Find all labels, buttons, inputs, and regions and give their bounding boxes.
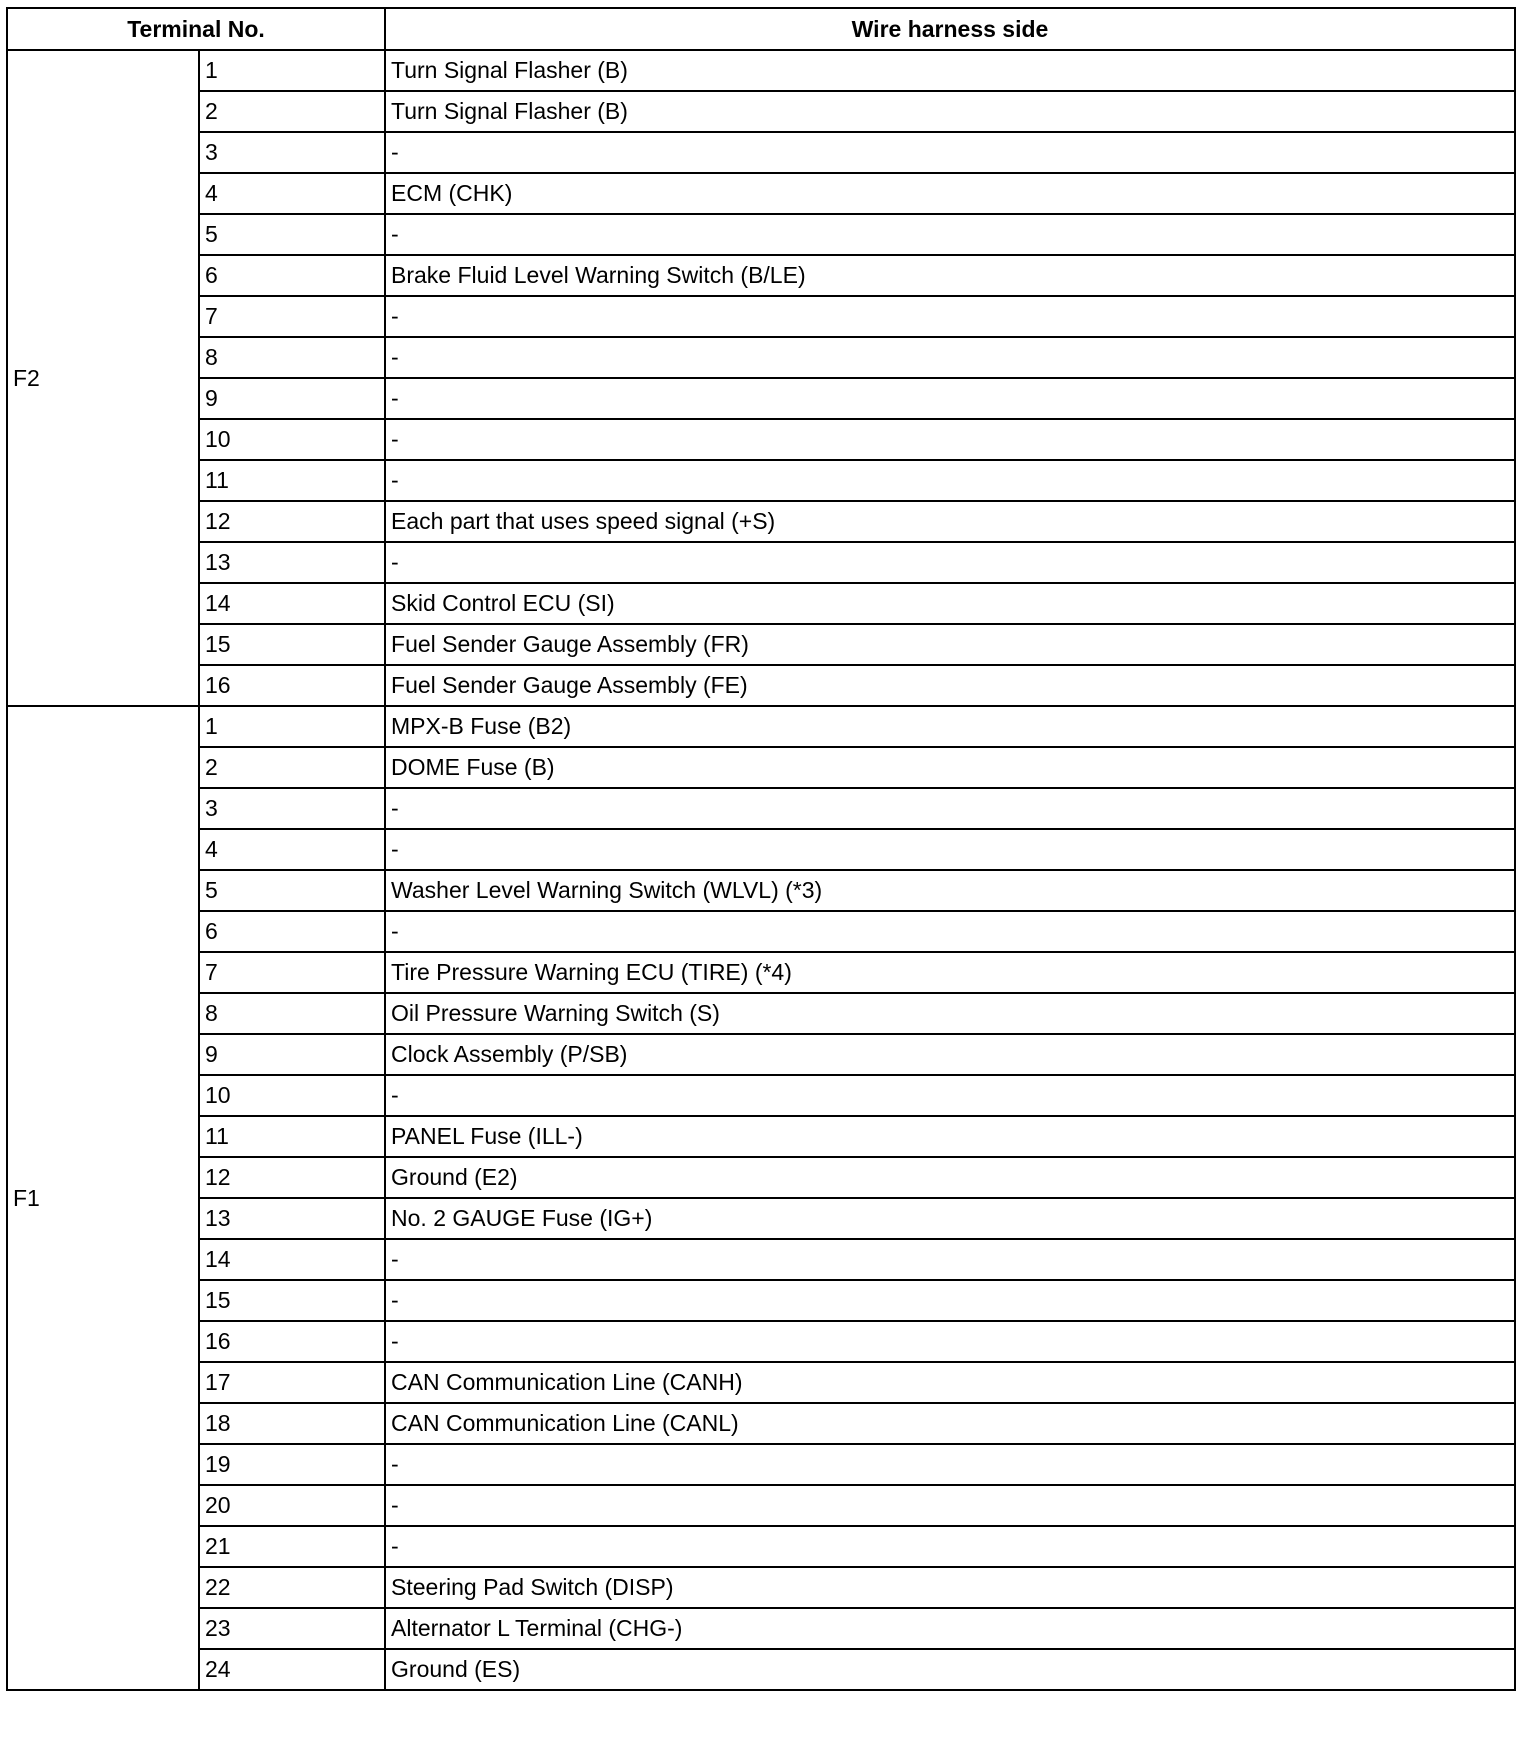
wire-harness-cell: MPX-B Fuse (B2)	[385, 706, 1515, 747]
wire-harness-cell: -	[385, 1280, 1515, 1321]
table-row	[7, 1444, 1515, 1485]
connector-cell: F2	[7, 50, 199, 706]
terminal-pin-cell: 9	[199, 1034, 385, 1075]
table-row	[7, 1649, 1515, 1690]
terminal-pin-cell: 18	[199, 1403, 385, 1444]
wire-harness-cell: -	[385, 1239, 1515, 1280]
terminal-pin-cell: 14	[199, 583, 385, 624]
wire-harness-cell: DOME Fuse (B)	[385, 747, 1515, 788]
table-row	[7, 1075, 1515, 1116]
table-row	[7, 378, 1515, 419]
terminal-pin-cell: 15	[199, 624, 385, 665]
terminal-table	[6, 7, 1516, 1691]
table-row	[7, 50, 1515, 91]
terminal-pin-cell: 8	[199, 993, 385, 1034]
wire-harness-cell: Clock Assembly (P/SB)	[385, 1034, 1515, 1075]
wire-harness-cell: Turn Signal Flasher (B)	[385, 50, 1515, 91]
header-terminal-no: Terminal No.	[7, 8, 385, 50]
wire-harness-cell: -	[385, 911, 1515, 952]
table-row	[7, 337, 1515, 378]
terminal-pin-cell: 3	[199, 788, 385, 829]
terminal-pin-cell: 13	[199, 542, 385, 583]
wire-harness-cell: Tire Pressure Warning ECU (TIRE) (*4)	[385, 952, 1515, 993]
terminal-pin-cell: 14	[199, 1239, 385, 1280]
wire-harness-cell: Alternator L Terminal (CHG-)	[385, 1608, 1515, 1649]
table-row	[7, 542, 1515, 583]
terminal-pin-cell: 13	[199, 1198, 385, 1239]
wire-harness-cell: Skid Control ECU (SI)	[385, 583, 1515, 624]
wire-harness-cell: -	[385, 829, 1515, 870]
wire-harness-cell: -	[385, 378, 1515, 419]
table-row	[7, 1403, 1515, 1444]
table-row	[7, 747, 1515, 788]
table-row	[7, 1157, 1515, 1198]
terminal-pin-cell: 10	[199, 1075, 385, 1116]
wire-harness-cell: -	[385, 542, 1515, 583]
wire-harness-cell: Fuel Sender Gauge Assembly (FE)	[385, 665, 1515, 706]
terminal-pin-cell: 3	[199, 132, 385, 173]
wire-harness-cell: -	[385, 1485, 1515, 1526]
terminal-pin-cell: 16	[199, 665, 385, 706]
table-row	[7, 1567, 1515, 1608]
terminal-pin-cell: 21	[199, 1526, 385, 1567]
wire-harness-cell: CAN Communication Line (CANL)	[385, 1403, 1515, 1444]
terminal-pin-cell: 1	[199, 50, 385, 91]
table-row	[7, 1198, 1515, 1239]
table-row	[7, 214, 1515, 255]
terminal-pin-cell: 7	[199, 952, 385, 993]
terminal-pin-cell: 17	[199, 1362, 385, 1403]
table-row	[7, 829, 1515, 870]
header-row	[7, 8, 1515, 50]
table-row	[7, 788, 1515, 829]
wire-harness-cell: -	[385, 132, 1515, 173]
table-row	[7, 132, 1515, 173]
table-row	[7, 91, 1515, 132]
terminal-pin-cell: 8	[199, 337, 385, 378]
terminal-pin-cell: 7	[199, 296, 385, 337]
table-row	[7, 296, 1515, 337]
terminal-pin-cell: 20	[199, 1485, 385, 1526]
header-wire-harness-side: Wire harness side	[385, 8, 1515, 50]
terminal-pin-cell: 6	[199, 255, 385, 296]
wire-harness-cell: Oil Pressure Warning Switch (S)	[385, 993, 1515, 1034]
terminal-pin-cell: 5	[199, 214, 385, 255]
wire-harness-cell: ECM (CHK)	[385, 173, 1515, 214]
table-row	[7, 993, 1515, 1034]
table-row	[7, 911, 1515, 952]
wire-harness-cell: Ground (E2)	[385, 1157, 1515, 1198]
terminal-pin-cell: 1	[199, 706, 385, 747]
wire-harness-cell: Brake Fluid Level Warning Switch (B/LE)	[385, 255, 1515, 296]
table-row	[7, 1485, 1515, 1526]
wire-harness-cell: -	[385, 788, 1515, 829]
terminal-pin-cell: 10	[199, 419, 385, 460]
wire-harness-cell: -	[385, 1526, 1515, 1567]
table-row	[7, 255, 1515, 296]
wire-harness-cell: -	[385, 337, 1515, 378]
wire-harness-cell: Each part that uses speed signal (+S)	[385, 501, 1515, 542]
terminal-pin-cell: 2	[199, 747, 385, 788]
terminal-pin-cell: 5	[199, 870, 385, 911]
terminal-pin-cell: 12	[199, 1157, 385, 1198]
table-row	[7, 624, 1515, 665]
terminal-pin-cell: 15	[199, 1280, 385, 1321]
terminal-pin-cell: 6	[199, 911, 385, 952]
wire-harness-cell: CAN Communication Line (CANH)	[385, 1362, 1515, 1403]
terminal-pin-cell: 2	[199, 91, 385, 132]
table-row	[7, 460, 1515, 501]
table-row	[7, 952, 1515, 993]
table-row	[7, 583, 1515, 624]
wire-harness-cell: -	[385, 214, 1515, 255]
terminal-pin-cell: 23	[199, 1608, 385, 1649]
terminal-pin-cell: 16	[199, 1321, 385, 1362]
terminal-pin-cell: 4	[199, 829, 385, 870]
wire-harness-cell: PANEL Fuse (ILL-)	[385, 1116, 1515, 1157]
table-row	[7, 1034, 1515, 1075]
table-row	[7, 1239, 1515, 1280]
wire-harness-cell: -	[385, 419, 1515, 460]
table-row	[7, 1362, 1515, 1403]
table-row	[7, 706, 1515, 747]
terminal-pin-cell: 24	[199, 1649, 385, 1690]
table-row	[7, 1116, 1515, 1157]
table-body	[7, 50, 1515, 1690]
table-row	[7, 665, 1515, 706]
table-row	[7, 1321, 1515, 1362]
wire-harness-cell: -	[385, 460, 1515, 501]
terminal-pin-cell: 4	[199, 173, 385, 214]
connector-cell: F1	[7, 706, 199, 1690]
terminal-pin-cell: 9	[199, 378, 385, 419]
wire-harness-cell: Turn Signal Flasher (B)	[385, 91, 1515, 132]
table-row	[7, 419, 1515, 460]
terminal-pin-cell: 11	[199, 1116, 385, 1157]
wire-harness-cell: -	[385, 1321, 1515, 1362]
wire-harness-cell: -	[385, 296, 1515, 337]
wire-harness-cell: Steering Pad Switch (DISP)	[385, 1567, 1515, 1608]
table-row	[7, 1526, 1515, 1567]
table-row	[7, 173, 1515, 214]
terminal-pin-cell: 22	[199, 1567, 385, 1608]
table-row	[7, 1280, 1515, 1321]
table-row	[7, 501, 1515, 542]
wire-harness-cell: No. 2 GAUGE Fuse (IG+)	[385, 1198, 1515, 1239]
terminal-pin-cell: 19	[199, 1444, 385, 1485]
wire-harness-cell: Washer Level Warning Switch (WLVL) (*3)	[385, 870, 1515, 911]
wire-harness-cell: Fuel Sender Gauge Assembly (FR)	[385, 624, 1515, 665]
table-row	[7, 1608, 1515, 1649]
terminal-pin-cell: 11	[199, 460, 385, 501]
terminal-pin-cell: 12	[199, 501, 385, 542]
wire-harness-cell: -	[385, 1075, 1515, 1116]
wire-harness-cell: -	[385, 1444, 1515, 1485]
table-row	[7, 870, 1515, 911]
wire-harness-cell: Ground (ES)	[385, 1649, 1515, 1690]
